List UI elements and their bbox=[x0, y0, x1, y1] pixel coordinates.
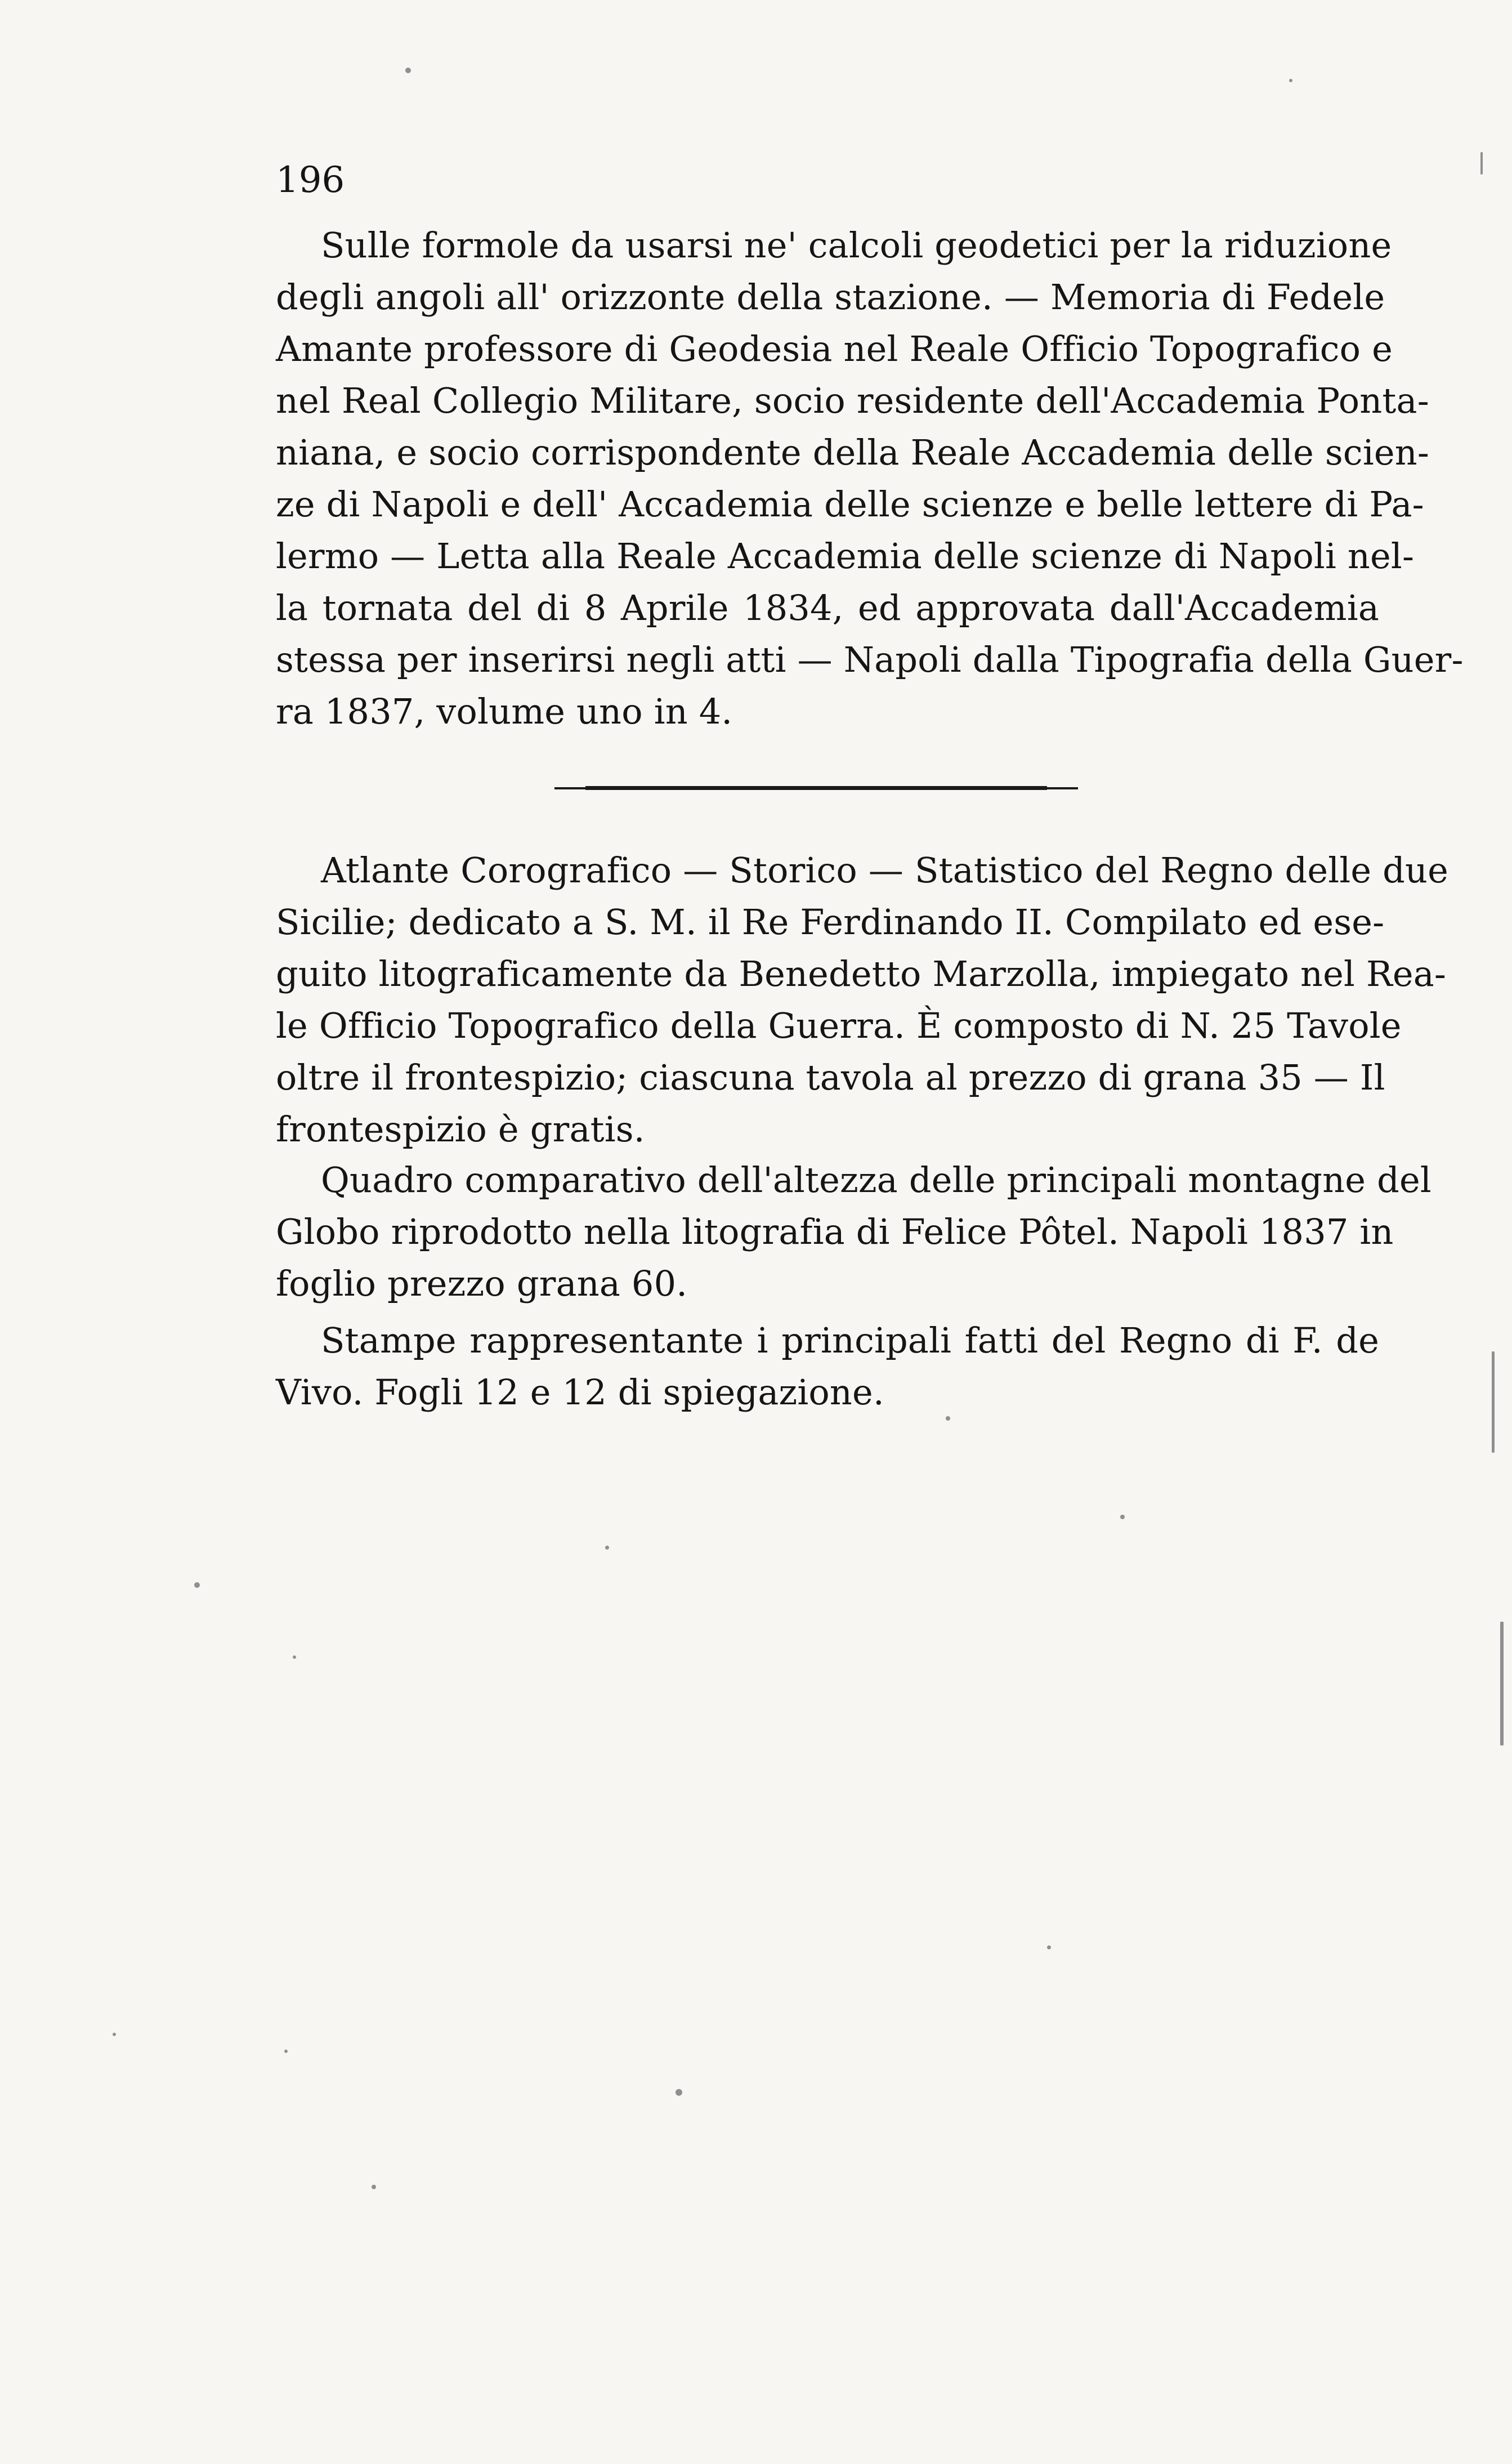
text-line: Stampe rappresentante i principali fatti del Regno di F. de bbox=[321, 1320, 1379, 1361]
text-line: frontespizio è gratis. bbox=[276, 1109, 645, 1150]
text-line: Atlante Corografico — Storico — Statistico del Regno delle due bbox=[321, 850, 1449, 891]
text-line: degli angoli all' orizzonte della stazione. — Memoria di Fedele bbox=[276, 276, 1385, 318]
text-line: ra 1837, volume uno in 4. bbox=[276, 691, 733, 732]
text-line: Vivo. Fogli 12 e 12 di spiegazione. bbox=[276, 1372, 884, 1413]
text-line: lermo — Letta alla Reale Accademia delle scienze di Napoli nel- bbox=[276, 535, 1415, 577]
text-line: niana, e socio corrispondente della Reale Accademia delle scien- bbox=[276, 432, 1430, 473]
text-line: Amante professore di Geodesia nel Reale Officio Topografico e bbox=[276, 328, 1393, 369]
text-line: Quadro comparativo dell'altezza delle principali montagne del bbox=[321, 1159, 1432, 1200]
section-divider-center bbox=[585, 786, 1047, 790]
text-line: oltre il frontespizio; ciascuna tavola al prezzo di grana 35 — Il bbox=[276, 1057, 1385, 1098]
text-line: stessa per inserirsi negli atti — Napoli dalla Tipografia della Guer- bbox=[276, 639, 1464, 680]
bibliography-entry-quadro-comparativo bbox=[276, 1154, 1432, 1310]
text-line: nel Real Collegio Militare, socio residente dell'Accademia Ponta- bbox=[276, 380, 1429, 421]
text-line: le Officio Topografico della Guerra. È composto di N. 25 Tavole bbox=[276, 1005, 1402, 1046]
text-line: Sicilie; dedicato a S. M. il Re Ferdinando II. Compilato ed ese- bbox=[276, 901, 1385, 943]
text-line: foglio prezzo grana 60. bbox=[276, 1263, 688, 1304]
bibliography-entry-atlante-corografico bbox=[276, 845, 1449, 1155]
text-line: la tornata del di 8 Aprile 1834, ed approvata dall'Accademia bbox=[276, 587, 1379, 628]
text-line: Globo riprodotto nella litografia di Felice Pôtel. Napoli 1837 in bbox=[276, 1211, 1394, 1252]
bibliography-entry-geodetic-formulas bbox=[276, 220, 1464, 738]
text-line: guito litograficamente da Benedetto Marzolla, impiegato nel Rea- bbox=[276, 953, 1447, 994]
bibliography-entry-stampe bbox=[276, 1315, 1379, 1418]
text-line: ze di Napoli e dell' Accademia delle scienze e belle lettere di Pa- bbox=[276, 484, 1424, 525]
text-line: Sulle formole da usarsi ne' calcoli geodetici per la riduzione bbox=[321, 225, 1392, 266]
page-number: 196 bbox=[276, 159, 345, 201]
